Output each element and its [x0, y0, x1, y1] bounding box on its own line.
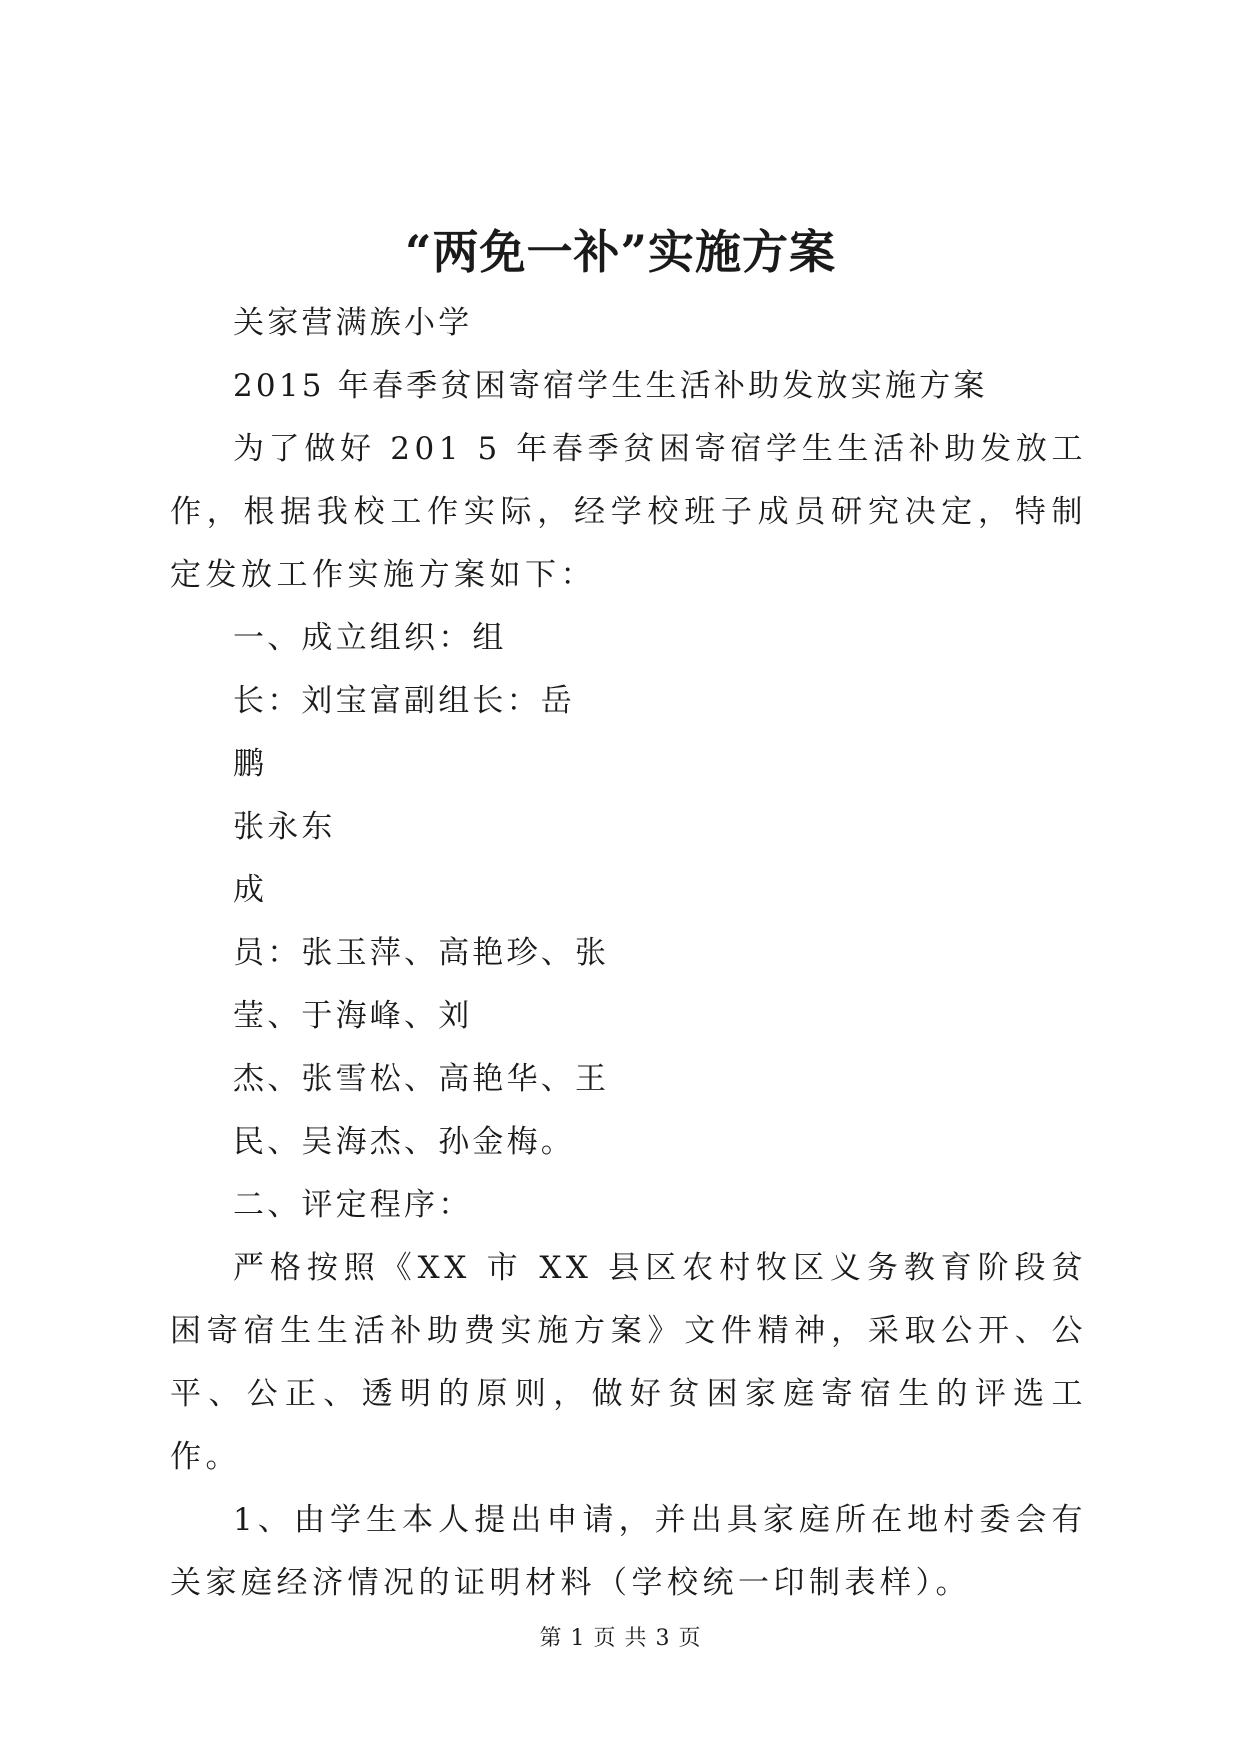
step-1-paragraph: 1、由学生本人提出申请，并出具家庭所在地村委会有关家庭经济情况的证明材料（学校统一印制表样）。 — [170, 1502, 1087, 1601]
section-2-heading: 二、评定程序： — [233, 1187, 473, 1223]
school-name: 关家营满族小学 — [233, 305, 473, 341]
members-line-3: 杰、张雪松、高艳华、王 — [233, 1061, 610, 1097]
deputy-name-peng: 鹏 — [233, 746, 268, 782]
intro-paragraph: 为了做好 201 5 年春季贫困寄宿学生生活补助发放工作，根据我校工作实际，经学校班子成员研究决定，特制定发放工作实施方案如下： — [170, 431, 1087, 593]
members-line-2: 莹、于海峰、刘 — [233, 998, 473, 1034]
principle-paragraph: 严格按照《XX 市 XX 县区农村牧区义务教育阶段贫困寄宿生生活补助费实施方案》文件精神，采取公开、公平、公正、透明的原则，做好贫困家庭寄宿生的评选工作。 — [170, 1250, 1087, 1475]
document-title: “两免一补”实施方案 — [405, 225, 836, 279]
section-1-heading: 一、成立组织：组 — [233, 620, 507, 656]
members-line-4: 民、吴海杰、孙金梅。 — [233, 1124, 575, 1160]
deputy-name-zhang: 张永东 — [233, 809, 336, 845]
members-label-start: 成 — [233, 872, 268, 908]
plan-subtitle: 2015 年春季贫困寄宿学生生活补助发放实施方案 — [233, 368, 988, 404]
leader-line: 长：刘宝富副组长：岳 — [233, 683, 575, 719]
page-footer: 第 1 页 共 3 页 — [539, 1626, 702, 1651]
document-body — [170, 292, 1087, 1615]
members-line-1: 员：张玉萍、高艳珍、张 — [233, 935, 610, 971]
